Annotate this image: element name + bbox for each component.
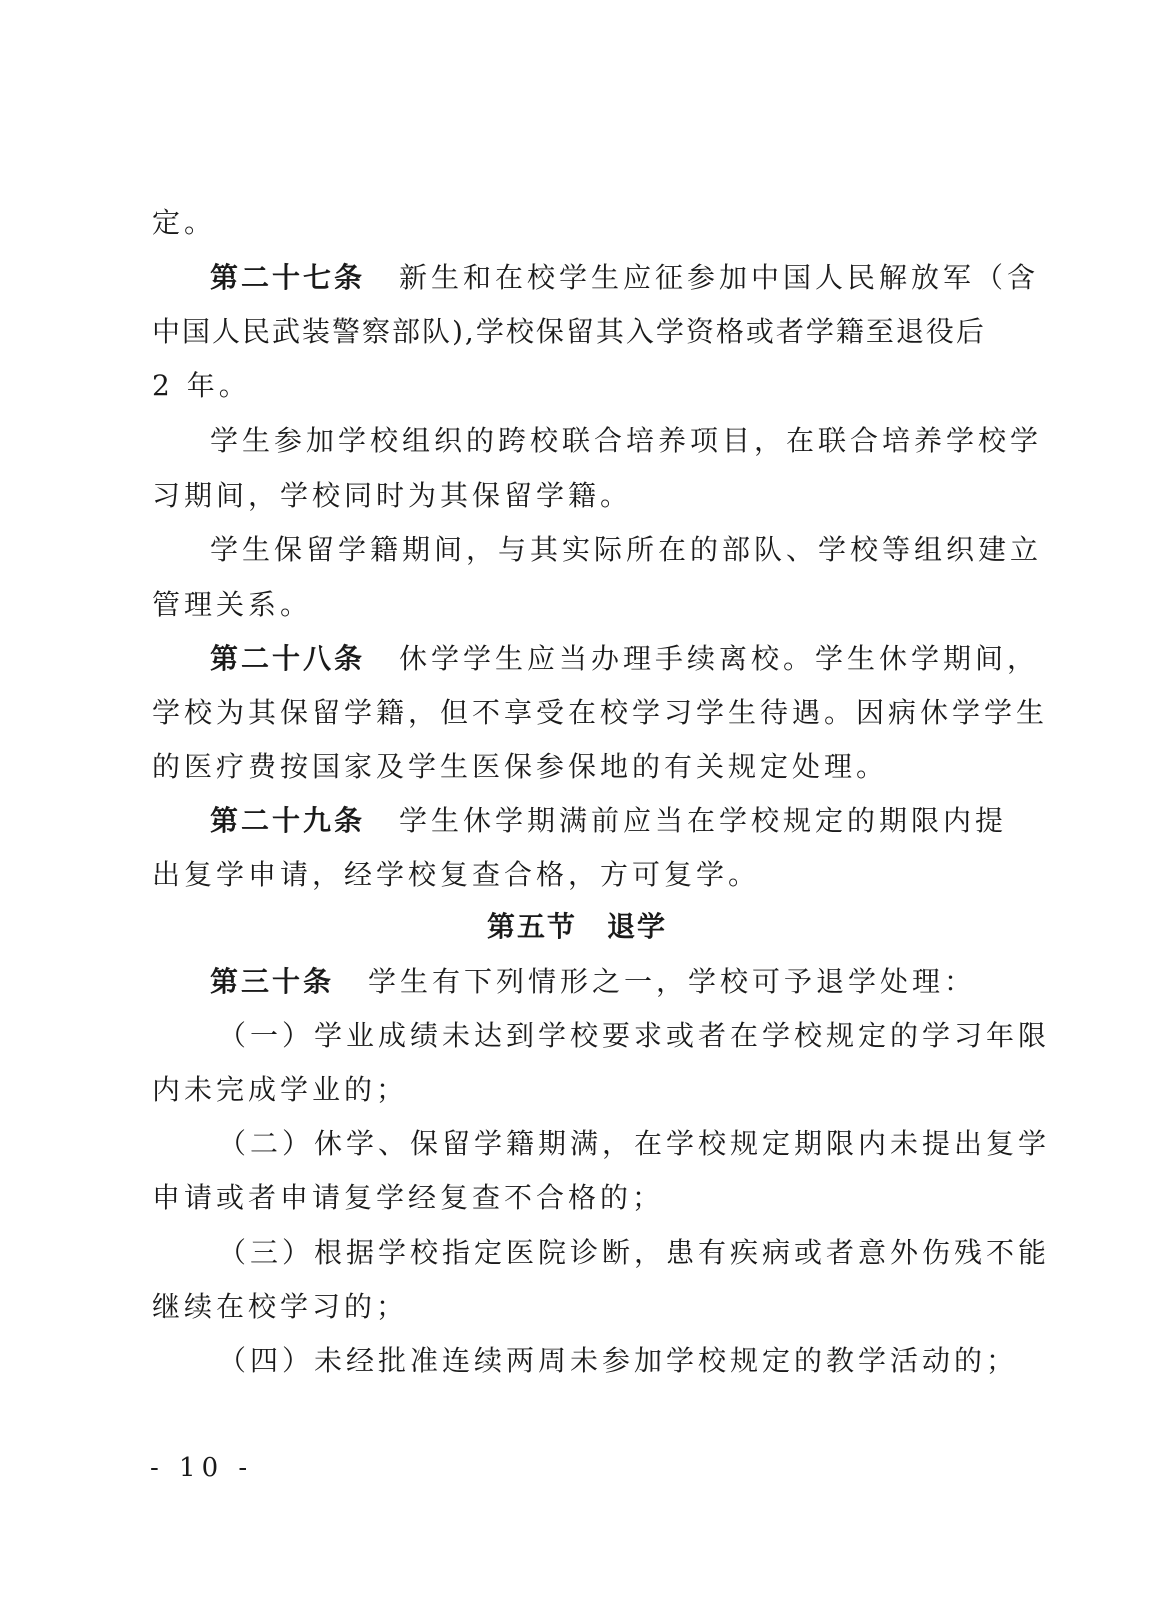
- text-line: 的医疗费按国家及学生医保参保地的有关规定处理。: [152, 750, 889, 783]
- list-item-line: （四）未经批准连续两周未参加学校规定的教学活动的；: [218, 1344, 1019, 1377]
- article-28-line: [210, 639, 1040, 679]
- text-line: 习期间，学校同时为其保留学籍。: [152, 479, 633, 512]
- article-heading: 第二十八条: [210, 642, 366, 675]
- article-heading: 第三十条: [210, 965, 335, 998]
- article-text: 学生有下列情形之一，学校可予退学处理：: [368, 965, 977, 998]
- article-text: 休学学生应当办理手续离校。学生休学期间，: [399, 642, 1040, 675]
- article-heading: 第二十七条: [210, 261, 366, 294]
- section-label: 第五节: [486, 910, 577, 943]
- article-heading: 第二十九条: [210, 804, 366, 837]
- article-27-line: [210, 258, 1040, 298]
- paragraph-line: 学生保留学籍期间，与其实际所在的部队、学校等组织建立: [210, 533, 1043, 566]
- section-title: [0, 907, 1154, 947]
- article-30-line: [210, 962, 1002, 1002]
- text-line: 继续在校学习的；: [152, 1290, 409, 1323]
- text-line: 内未完成学业的；: [152, 1073, 409, 1106]
- list-item-line: （三）根据学校指定医院诊断，患有疾病或者意外伤残不能: [218, 1236, 1051, 1269]
- page-number: - 10 -: [150, 1453, 254, 1483]
- article-text: 学生休学期满前应当在学校规定的期限内提: [399, 804, 1008, 837]
- text-line: 2 年。: [152, 369, 251, 402]
- text-line: 中国人民武装警察部队),学校保留其入学资格或者学籍至退役后: [152, 315, 986, 348]
- article-text: 新生和在校学生应征参加中国人民解放军（含: [399, 261, 1040, 294]
- paragraph-line: 学生参加学校组织的跨校联合培养项目，在联合培养学校学: [210, 424, 1043, 457]
- list-item-line: （一）学业成绩未达到学校要求或者在学校规定的学习年限: [218, 1019, 1051, 1052]
- text-line: 学校为其保留学籍，但不享受在校学习学生待遇。因病休学学生: [152, 696, 1049, 729]
- list-item-line: （二）休学、保留学籍期满，在学校规定期限内未提出复学: [218, 1127, 1051, 1160]
- text-line: 管理关系。: [152, 588, 313, 621]
- text-line: 申请或者申请复学经复查不合格的；: [152, 1181, 665, 1214]
- section-name: 退学: [607, 910, 668, 943]
- text-line: 定。: [152, 206, 217, 239]
- text-line: 出复学申请，经学校复查合格，方可复学。: [152, 858, 761, 891]
- article-29-line: [210, 801, 1008, 841]
